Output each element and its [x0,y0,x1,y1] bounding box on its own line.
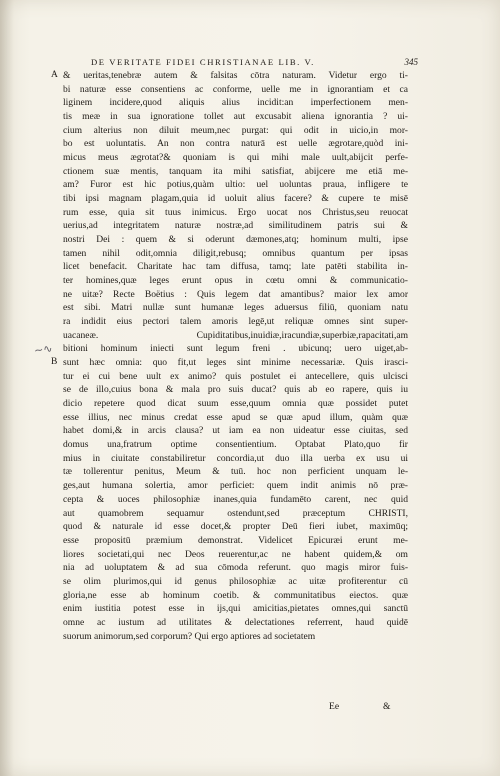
text-line: gloria,ne esse ab hominum coetib. & communitatibus eiectos. quæ [63,589,408,601]
text-line: esse illius, nec minus credat esse apud se quæ apud illum, quàm quæ [63,411,408,423]
text-line: ter homines,quæ leges erunt opus in cœtu omni & communicatio- [63,275,408,287]
body-text [63,69,408,643]
text-line: est sibi. Matri nullæ sunt humanæ leges aduersus filiū, quoniam natu [63,302,408,314]
text-line: cepta & uoces philosophiæ inanes,quia fundamēto carent, nec quid [63,493,408,505]
text-line: enim iustitia potest esse in ijs,qui amicitias,pietates omnes,qui sanctū [63,603,408,615]
text-line: tur ei cui bene uult ex animo? quis postulet ei antecellere, quis ulcisci [63,370,408,382]
handwritten-margin-mark: ~∿ [33,341,54,358]
text-line: liores societati,qui nec Deos reuerentur,ac ne habent quidem,& om [63,548,408,560]
gutter-shadow [0,0,14,776]
text-line: tibi ipsi magnam plagam,quia id uoluit alius facere? & cupere te misē [63,193,408,205]
text-block [63,55,418,643]
running-head [91,55,418,69]
text-line: tamen nihil odit,omnia diligit,rebusq; omnibus quantum per ipsas [63,247,408,259]
catchword: & [383,701,391,712]
text-line: ra indidit eius pectori talem amoris legē,ut reliquæ omnes sint super- [63,316,408,328]
text-line: se olim plurimos,qui id genus philosophiæ ac uitæ profiterentur cū [63,575,408,587]
text-line: ne uitæ? Recte Boëtius : Quis legem dat amantibus? maior lex amor [63,288,408,300]
text-line: ges,aut humana solertia, amor perficiet: quem indit animis nō præ- [63,480,408,492]
running-head-title: DE VERITATE FIDEI CHRISTIANAE LIB. V. [91,57,315,67]
text-line: micus meus ægrotat?& quoniam is qui mihi male uult,abijcit perfe- [63,152,408,164]
text-line: omne ac iustum ad utilitates & delectationes referrent, haud quidē [63,616,408,628]
text-line: & ueritas,tenebræ autem & falsitas cōtra naturam. Videtur ergo ti- [63,70,408,81]
text-line: bitioni hominum iniecti sunt legum freni . ubicunq; uero uiget,ab- [63,343,408,355]
text-line: bo est uoluntatis. An non contra naturā est uelle ægrotare,quòd ini- [63,138,408,150]
text-line: am? Furor est hic potius,quàm ultio: uel uoluntas praua, infligere te [63,179,408,191]
text-line: licet benefacit. Charitate hac tam diffusa, tamq; late patēti stabilita in- [63,261,408,273]
text-line: uerius,ad integritatem naturæ nostræ,ad similitudinem patris sui & [63,220,408,232]
text-line: esse propositū præmium demonstrat. Videlicet Epicuræi erunt me- [63,534,408,546]
text-line: se de illo,cuius bona & mala pro suis ducat? quis ab eo rapere, quis iu [63,384,408,396]
text-line: aut quamobrem sequamur ostendunt,sed præceptum CHRISTI, [63,507,408,519]
text-line: rum esse, quia sit tuus inimicus. Ergo uocat nos Christus,seu reuocat [63,206,408,218]
text-line: tæ tollerentur penitus, Meum & tuū. hoc non perficient unquam le- [63,466,408,478]
text-line: suorum animorum,sed corporum? Qui ergo aptiores ad societatem [63,630,316,642]
text-line: liginem incidere,quod aliquis alius incidit:an imperfectionem men- [63,97,408,109]
folio-number: 345 [404,57,418,67]
text-line: dicio repetere quod dicat suum esse,quum omnia quæ possidet putet [63,398,408,410]
text-line: nostri Dei : quem & si oderunt dæmones,atq; hominum multi, ipse [63,234,408,246]
text-line: uacaneæ. Cupiditatibus,inuidiæ,iracundiæ,superbiæ,rapacitati,am [63,329,408,341]
margin-marker-b: B [51,357,58,367]
text-line: nia ad uoluptatem & ad sua cōmoda referunt. quo magis miror fuis- [63,562,408,574]
text-line: quod & naturale id esse docet,& propter Deū fieri iubet, maximūq; [63,521,408,533]
signature-mark: Ee [329,701,340,712]
text-line: bi naturæ esse consentiens ac conforme, uelle me in ignorantiam et ca [63,83,408,95]
text-line: domus una,fratrum optime consentientium. Optabat Plato,quo fir [63,439,408,451]
text-line: cium alterius non diluit meum,nec purgat: qui odit in uicio,in mor- [63,124,408,136]
margin-marker-a: A [51,70,58,80]
text-line: sunt hæc omnia: quo fit,ut leges sint minime necessariæ. Quis irasci- [63,357,408,369]
text-line: mius in ciuitate constabiliretur concordia,ut duo illa uerba ex usu ui [63,452,408,464]
text-line: ctionem suæ mentis, tanquam ita mihi satisfiat, abijcere me etiā me- [63,165,408,177]
text-line: tis meæ in sua ignoratione tollet aut excusabit aliena ignorantia ? ui- [63,111,408,123]
text-line: habet domi,& in arcis clausa? ut iam ea non uideatur esse ciuitas, sed [63,425,408,437]
